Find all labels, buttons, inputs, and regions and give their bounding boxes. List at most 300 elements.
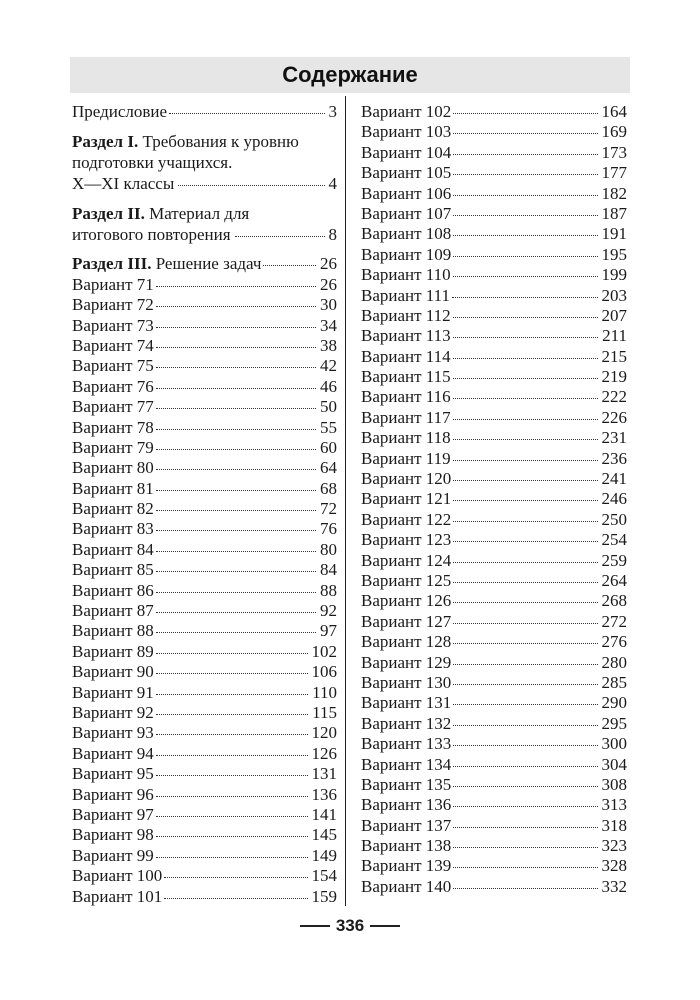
toc-entry-page: 308 <box>601 774 627 794</box>
toc-entry-page: 250 <box>601 509 627 529</box>
section-prefix: Раздел I. <box>72 132 139 152</box>
dot-leader <box>453 460 598 461</box>
dot-leader <box>453 847 597 848</box>
toc-entry-page: 199 <box>601 265 627 285</box>
toc-entry-page: 272 <box>601 611 627 631</box>
toc-entry-variant <box>72 866 337 886</box>
dot-leader <box>156 429 316 430</box>
dot-leader <box>156 388 316 389</box>
toc-entry-page: 60 <box>320 437 337 457</box>
dot-leader <box>453 113 597 114</box>
toc-entry-page: 300 <box>601 734 627 754</box>
toc-entry-variant <box>72 764 337 784</box>
toc-entry-variant <box>72 438 337 458</box>
toc-entry-page: 34 <box>320 315 337 335</box>
toc-entry-label: Вариант 135 <box>361 774 452 794</box>
toc-entry-variant <box>361 428 627 448</box>
toc-entry-page: 4 <box>328 174 337 194</box>
toc-entry-page: 203 <box>601 285 627 305</box>
toc-entry-variant <box>72 683 337 703</box>
toc-entry-page: 120 <box>311 723 337 743</box>
toc-entry-page: 8 <box>328 225 337 245</box>
toc-entry-variant <box>361 530 627 550</box>
toc-entry-label: Вариант 117 <box>361 407 451 427</box>
toc-entry-page: 332 <box>601 876 627 896</box>
dot-leader <box>156 510 316 511</box>
toc-entry-page: 64 <box>320 458 337 478</box>
toc-entry-label: Вариант 136 <box>361 795 452 815</box>
toc-entry-variant <box>361 326 627 346</box>
dot-leader <box>453 521 597 522</box>
toc-entry-page: 164 <box>601 102 627 121</box>
dot-leader <box>453 704 597 705</box>
toc-entry-variant <box>72 744 337 764</box>
dot-leader <box>453 806 597 807</box>
toc-entry-label: Вариант 84 <box>72 539 154 559</box>
toc-entry-variant <box>72 601 337 621</box>
page-title: Содержание <box>282 62 418 87</box>
dot-leader <box>453 174 597 175</box>
toc-entry-page: 177 <box>601 163 627 183</box>
toc-entry-label: Вариант 81 <box>72 478 154 498</box>
toc-entry-variant <box>361 734 627 754</box>
toc-entry-label: Вариант 71 <box>72 274 154 294</box>
toc-entry-label: Вариант 134 <box>361 754 452 774</box>
dot-leader <box>453 664 597 665</box>
toc-entry-label: Вариант 107 <box>361 203 452 223</box>
toc-entry-label: Вариант 121 <box>361 489 452 509</box>
toc-entry-label: Вариант 100 <box>72 866 163 886</box>
toc-entry-variant <box>361 163 627 183</box>
variant-list-right <box>361 102 627 897</box>
toc-entry-label: Вариант 86 <box>72 580 154 600</box>
toc-entry-variant <box>361 408 627 428</box>
dot-leader <box>156 571 316 572</box>
toc-entry-page: 290 <box>601 693 627 713</box>
toc-entry-label: Вариант 106 <box>361 183 452 203</box>
toc-entry-page: 84 <box>320 560 337 580</box>
toc-entry-variant <box>361 347 627 367</box>
toc-entry-label: Вариант 140 <box>361 876 452 896</box>
toc-entry-label: Вариант 72 <box>72 295 154 315</box>
toc-entry-label: Вариант 92 <box>72 702 154 722</box>
dot-leader <box>178 185 324 186</box>
toc-entry-label: Вариант 96 <box>72 784 154 804</box>
toc-entry-page: 323 <box>601 836 627 856</box>
dot-leader <box>453 256 597 257</box>
toc-entry-label: Вариант 123 <box>361 530 452 550</box>
toc-entry-page: 236 <box>601 448 627 468</box>
toc-entry-variant <box>361 755 627 775</box>
toc-entry-page: 76 <box>320 519 337 539</box>
toc-entry-label: Вариант 118 <box>361 428 451 448</box>
toc-entry-label: Предисловие <box>72 102 168 121</box>
toc-entry-label: Вариант 116 <box>361 387 451 407</box>
toc-entry-variant <box>361 510 627 530</box>
toc-entry-label: Вариант 138 <box>361 836 452 856</box>
dot-leader <box>156 714 308 715</box>
toc-entry-label: Решение задач <box>155 254 262 274</box>
toc-entry-label: Вариант 78 <box>72 417 154 437</box>
dot-leader <box>453 215 597 216</box>
toc-entry-page: 222 <box>601 387 627 407</box>
toc-entry-label: Вариант 99 <box>72 845 154 865</box>
toc-entry-page: 97 <box>320 621 337 641</box>
section-prefix: Раздел II. <box>72 204 145 224</box>
dot-leader <box>156 286 316 287</box>
toc-entry-page: 211 <box>602 326 627 346</box>
dot-leader <box>453 827 597 828</box>
dot-leader <box>453 888 597 889</box>
toc-entry-variant <box>361 449 627 469</box>
toc-entry-variant <box>361 286 627 306</box>
dot-leader <box>156 857 308 858</box>
toc-entry-label: Вариант 75 <box>72 356 154 376</box>
dot-leader <box>156 449 316 450</box>
toc-entry-page: 72 <box>320 499 337 519</box>
toc-entry-page: 159 <box>311 886 337 906</box>
toc-entry-page: 149 <box>311 845 337 865</box>
toc-entry-page: 88 <box>320 580 337 600</box>
toc-entry-variant <box>72 316 337 336</box>
toc-entry-variant <box>72 642 337 662</box>
dot-leader <box>156 775 308 776</box>
dot-leader <box>453 745 597 746</box>
dot-leader <box>453 867 597 868</box>
dot-leader <box>156 816 308 817</box>
toc-entry-variant <box>361 306 627 326</box>
toc-entry-page: 207 <box>601 305 627 325</box>
section-prefix: Раздел III. <box>72 254 152 274</box>
toc-entry-page: 182 <box>601 183 627 203</box>
toc-entry-label: Вариант 90 <box>72 662 154 682</box>
toc-entry-label: Вариант 114 <box>361 346 451 366</box>
toc-entry-page: 285 <box>601 672 627 692</box>
toc-entry-variant <box>361 224 627 244</box>
toc-entry-variant <box>361 877 627 897</box>
dot-leader <box>453 154 597 155</box>
toc-right-column <box>361 102 627 897</box>
toc-entry-variant <box>72 275 337 295</box>
toc-entry-variant <box>361 367 627 387</box>
toc-entry-label: Вариант 74 <box>72 335 154 355</box>
toc-entry-page: 92 <box>320 601 337 621</box>
toc-entry-variant <box>72 846 337 866</box>
dot-leader <box>453 582 597 583</box>
toc-entry-variant <box>361 143 627 163</box>
dot-leader <box>156 796 308 797</box>
toc-entry-variant <box>72 479 337 499</box>
toc-entry-variant <box>361 673 627 693</box>
toc-entry-page: 254 <box>601 530 627 550</box>
toc-entry-label: Вариант 89 <box>72 641 154 661</box>
toc-entry-variant <box>72 458 337 478</box>
toc-entry-page: 131 <box>311 764 337 784</box>
dot-leader <box>156 551 316 552</box>
dot-leader <box>453 684 597 685</box>
toc-entry-page: 55 <box>320 417 337 437</box>
toc-entry-page: 42 <box>320 356 337 376</box>
toc-entry-page: 226 <box>601 407 627 427</box>
dot-leader <box>453 358 598 359</box>
toc-entry-variant <box>361 653 627 673</box>
section-title-line: итогового повторения <box>72 225 231 245</box>
toc-entry-variant <box>72 825 337 845</box>
dot-leader <box>453 541 597 542</box>
toc-entry-label: Вариант 91 <box>72 682 154 702</box>
toc-entry-variant <box>361 184 627 204</box>
toc-entry-label: Вариант 112 <box>361 305 451 325</box>
dot-leader <box>156 490 316 491</box>
toc-entry-page: 280 <box>601 652 627 672</box>
toc-entry-page: 115 <box>312 702 337 722</box>
toc-entry-label: Вариант 129 <box>361 652 452 672</box>
toc-entry-variant <box>361 571 627 591</box>
toc-entry-page: 154 <box>311 866 337 886</box>
toc-entry-page: 102 <box>311 641 337 661</box>
toc-entry-page: 145 <box>311 825 337 845</box>
toc-entry-variant <box>361 612 627 632</box>
toc-entry-page: 187 <box>601 203 627 223</box>
toc-entry-page: 141 <box>311 804 337 824</box>
dot-leader <box>156 327 316 328</box>
dot-leader <box>156 592 316 593</box>
toc-entry-label: Вариант 108 <box>361 224 452 244</box>
page-footer <box>0 916 700 936</box>
toc-entry-label: Вариант 125 <box>361 570 452 590</box>
toc-entry-page: 126 <box>311 743 337 763</box>
toc-entry-label: Вариант 103 <box>361 122 452 142</box>
toc-entry-page: 259 <box>601 550 627 570</box>
toc-left-column <box>72 102 337 907</box>
toc-entry-page: 26 <box>320 254 337 274</box>
dot-leader <box>156 530 316 531</box>
toc-entry-variant <box>361 204 627 224</box>
toc-entry-variant <box>72 519 337 539</box>
toc-entry-label: Вариант 127 <box>361 611 452 631</box>
toc-entry-label: Вариант 124 <box>361 550 452 570</box>
toc-entry-variant <box>72 723 337 743</box>
toc-entry-page: 110 <box>312 682 337 702</box>
toc-entry-variant <box>361 591 627 611</box>
dot-leader <box>453 623 597 624</box>
toc-entry-page: 46 <box>320 376 337 396</box>
toc-entry-variant <box>72 805 337 825</box>
toc-entry-label: Вариант 79 <box>72 437 154 457</box>
toc-entry-variant <box>72 377 337 397</box>
dot-leader <box>453 378 598 379</box>
toc-entry-page: 195 <box>601 244 627 264</box>
toc-entry-variant <box>361 469 627 489</box>
dot-leader <box>164 877 307 878</box>
dot-leader <box>453 480 597 481</box>
dot-leader <box>156 612 316 613</box>
dot-leader <box>453 133 597 134</box>
toc-entry-label: Вариант 85 <box>72 560 154 580</box>
page-number: 336 <box>335 916 365 935</box>
toc-entry-page: 173 <box>601 142 627 162</box>
toc-entry-label: Вариант 98 <box>72 825 154 845</box>
toc-entry-label: Вариант 80 <box>72 458 154 478</box>
dot-leader <box>156 653 308 654</box>
dot-leader <box>453 337 598 338</box>
toc-header <box>70 57 630 93</box>
toc-entry-variant <box>361 551 627 571</box>
toc-entry-page: 106 <box>311 662 337 682</box>
toc-entry-label: Вариант 109 <box>361 244 452 264</box>
toc-entry-section-2 <box>72 203 337 245</box>
toc-entry-variant <box>361 632 627 652</box>
toc-entry-label: Вариант 139 <box>361 856 452 876</box>
dot-leader <box>453 725 597 726</box>
dot-leader <box>156 632 316 633</box>
toc-entry-page: 191 <box>601 224 627 244</box>
toc-entry-label: Вариант 130 <box>361 672 452 692</box>
toc-entry-variant <box>361 265 627 285</box>
toc-entry-label: Вариант 110 <box>361 265 451 285</box>
dot-leader <box>453 317 598 318</box>
toc-entry-label: Вариант 131 <box>361 693 452 713</box>
toc-entry-variant <box>361 836 627 856</box>
toc-entry-label: Вариант 119 <box>361 448 451 468</box>
toc-entry-variant <box>72 887 337 907</box>
toc-entry-section-3 <box>72 254 337 274</box>
toc-entry-variant <box>361 795 627 815</box>
dot-leader <box>452 297 597 298</box>
toc-entry-variant <box>361 693 627 713</box>
toc-entry-page: 313 <box>601 795 627 815</box>
dot-leader <box>156 755 308 756</box>
toc-entry-variant <box>361 122 627 142</box>
toc-entry-label: Вариант 73 <box>72 315 154 335</box>
toc-entry-page: 219 <box>601 367 627 387</box>
toc-entry-page: 268 <box>601 591 627 611</box>
dot-leader <box>156 673 308 674</box>
dot-leader <box>169 113 324 114</box>
toc-entry-label: Вариант 137 <box>361 815 452 835</box>
dot-leader <box>235 236 325 237</box>
toc-entry-label: Вариант 122 <box>361 509 452 529</box>
toc-entry-page: 68 <box>320 478 337 498</box>
toc-entry-label: Вариант 113 <box>361 326 451 346</box>
toc-entry-variant <box>72 356 337 376</box>
toc-entry-variant <box>361 387 627 407</box>
dot-leader <box>156 347 316 348</box>
section-title-line: X—XI классы <box>72 174 175 194</box>
toc-entry-variant <box>72 703 337 723</box>
toc-entry-variant <box>72 499 337 519</box>
toc-entry-label: Вариант 115 <box>361 367 451 387</box>
toc-entry-page: 328 <box>601 856 627 876</box>
toc-entry-variant <box>72 560 337 580</box>
dot-leader <box>156 306 316 307</box>
toc-entry-label: Вариант 105 <box>361 163 452 183</box>
dot-leader <box>453 195 597 196</box>
toc-entry-variant <box>361 489 627 509</box>
toc-entry-page: 38 <box>320 335 337 355</box>
dot-leader <box>156 734 308 735</box>
toc-entry-page: 318 <box>601 815 627 835</box>
toc-entry-label: Вариант 83 <box>72 519 154 539</box>
dot-leader <box>453 766 597 767</box>
dot-leader <box>453 500 597 501</box>
toc-entry-page: 169 <box>601 122 627 142</box>
dot-leader <box>453 643 597 644</box>
toc-entry-label: Вариант 128 <box>361 632 452 652</box>
toc-entry-variant <box>361 102 627 122</box>
dot-leader <box>453 562 597 563</box>
toc-entry-label: Вариант 111 <box>361 285 451 305</box>
toc-entry-label: Вариант 132 <box>361 713 452 733</box>
toc-entry-label: Вариант 82 <box>72 499 154 519</box>
toc-entry-variant <box>72 581 337 601</box>
toc-entry-variant <box>72 621 337 641</box>
toc-entry-label: Вариант 97 <box>72 804 154 824</box>
toc-entry-variant <box>72 785 337 805</box>
dot-leader <box>156 408 316 409</box>
toc-entry-page: 246 <box>601 489 627 509</box>
toc-entry-preface <box>72 102 337 122</box>
toc-entry-variant <box>72 540 337 560</box>
toc-entry-variant <box>72 295 337 315</box>
dot-leader <box>156 694 308 695</box>
toc-entry-page: 80 <box>320 539 337 559</box>
toc-entry-label: Вариант 94 <box>72 743 154 763</box>
toc-entry-label: Вариант 120 <box>361 469 452 489</box>
toc-entry-page: 136 <box>311 784 337 804</box>
toc-entry-page: 264 <box>601 570 627 590</box>
toc-entry-page: 295 <box>601 713 627 733</box>
toc-entry-label: Вариант 77 <box>72 397 154 417</box>
toc-entry-label: Вариант 104 <box>361 142 452 162</box>
toc-entry-variant <box>72 397 337 417</box>
toc-entry-page: 50 <box>320 397 337 417</box>
dot-leader <box>156 469 316 470</box>
toc-entry-variant <box>361 816 627 836</box>
dot-leader <box>453 439 598 440</box>
dot-leader <box>453 419 598 420</box>
variant-list-left <box>72 275 337 907</box>
toc-entry-page: 30 <box>320 295 337 315</box>
toc-entry-variant <box>72 336 337 356</box>
toc-entry-section-1 <box>72 131 337 194</box>
dot-leader <box>156 367 316 368</box>
toc-entry-page: 276 <box>601 632 627 652</box>
toc-entry-page: 241 <box>601 469 627 489</box>
section-title-line: подготовки учащихся. <box>72 153 233 173</box>
toc-entry-label: Вариант 126 <box>361 591 452 611</box>
dot-leader <box>453 786 597 787</box>
section-title-line: Требования к уровню <box>142 132 299 152</box>
dot-leader <box>164 898 307 899</box>
toc-entry-variant <box>361 714 627 734</box>
dot-leader <box>453 398 598 399</box>
toc-entry-label: Вариант 101 <box>72 886 163 906</box>
column-divider <box>345 96 346 906</box>
footer-rule <box>300 925 330 927</box>
dot-leader <box>453 276 598 277</box>
toc-entry-page: 215 <box>601 346 627 366</box>
toc-entry-page: 3 <box>328 102 337 121</box>
dot-leader <box>263 265 316 266</box>
toc-entry-variant <box>361 856 627 876</box>
toc-entry-variant <box>72 418 337 438</box>
toc-entry-label: Вариант 93 <box>72 723 154 743</box>
footer-rule <box>370 925 400 927</box>
toc-entry-label: Вариант 102 <box>361 102 452 121</box>
toc-entry-label: Вариант 88 <box>72 621 154 641</box>
toc-entry-variant <box>361 775 627 795</box>
